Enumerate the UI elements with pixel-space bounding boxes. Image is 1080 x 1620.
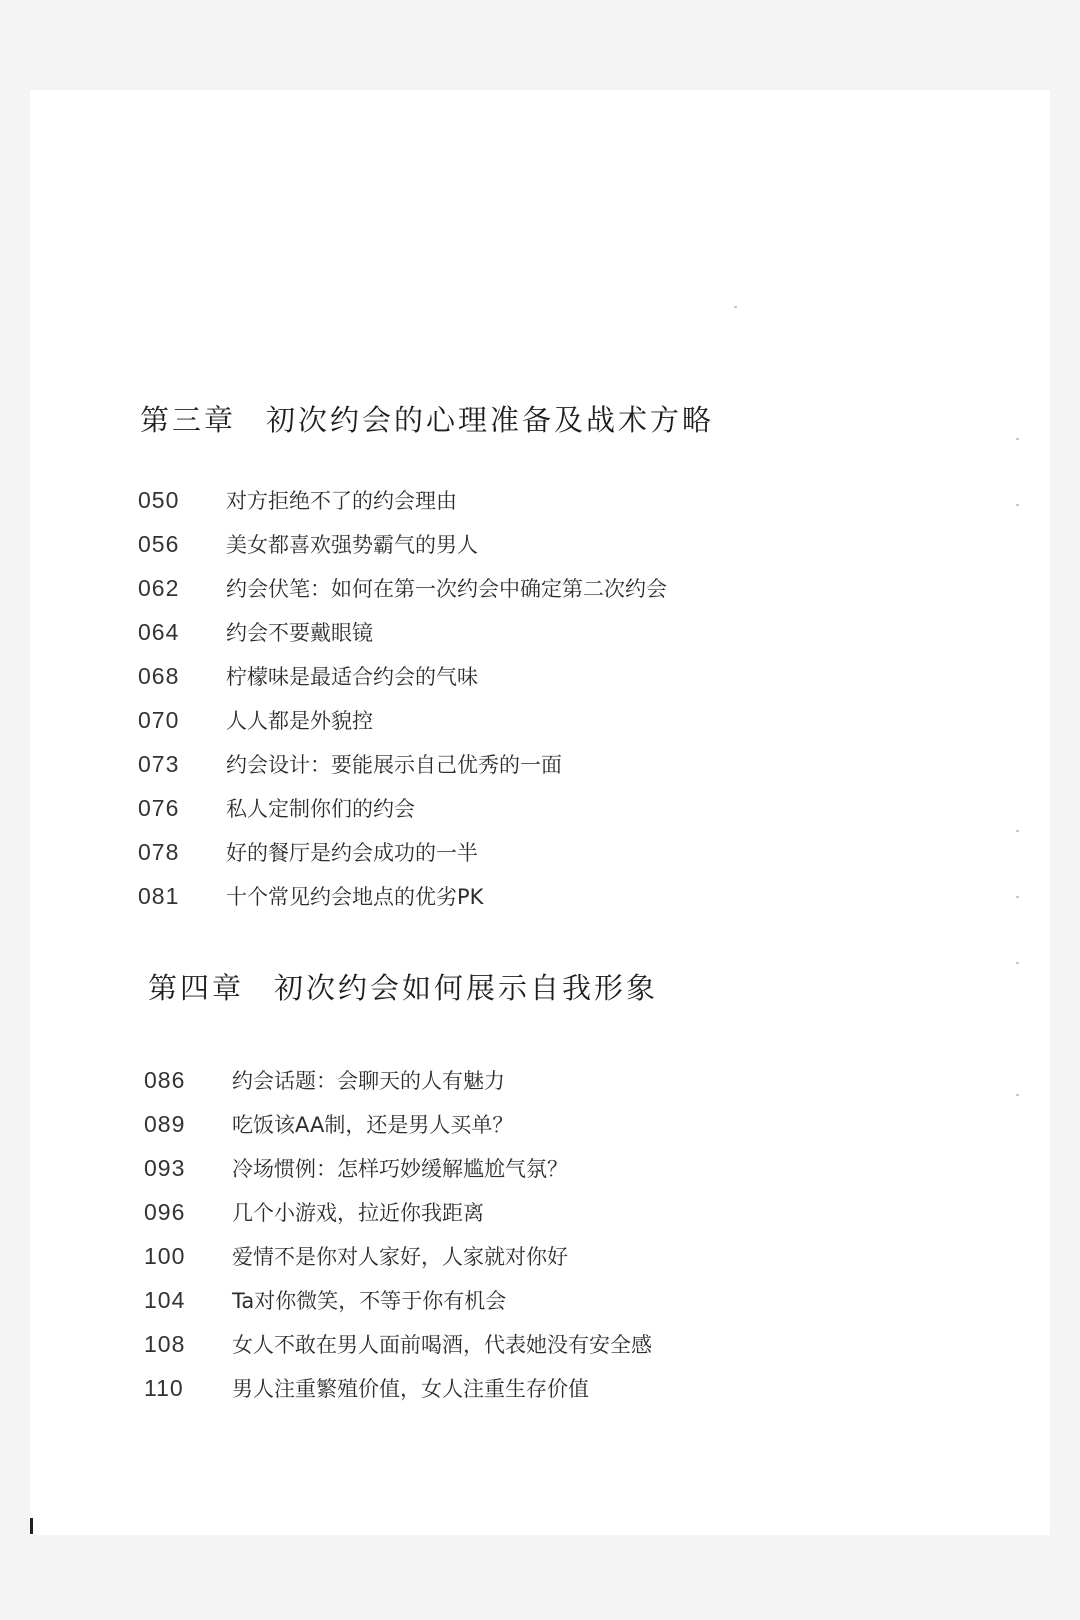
scan-mark — [30, 1518, 33, 1534]
toc-entry[interactable] — [0, 478, 1080, 522]
toc-entry[interactable] — [0, 1322, 1080, 1366]
toc-entry-title: 冷场惯例：怎样巧妙缓解尴尬气氛？ — [232, 1157, 568, 1181]
toc-entry[interactable] — [0, 1234, 1080, 1278]
toc-entry-title: 对方拒绝不了的约会理由 — [226, 489, 457, 513]
edge-dot — [1016, 830, 1019, 832]
toc-entry-title: Ta对你微笑，不等于你有机会 — [232, 1289, 507, 1313]
toc-list — [0, 478, 1080, 918]
toc-page-number: 064 — [138, 619, 180, 645]
toc-entry[interactable] — [0, 874, 1080, 918]
toc-entry[interactable] — [0, 1146, 1080, 1190]
toc-entry-title: 十个常见约会地点的优劣PK — [226, 885, 484, 909]
toc-entry[interactable] — [0, 830, 1080, 874]
toc-entry[interactable] — [0, 698, 1080, 742]
toc-entry-title: 吃饭该AA制，还是男人买单？ — [232, 1113, 514, 1137]
toc-page-number: 076 — [138, 795, 180, 821]
toc-page-number: 068 — [138, 663, 180, 689]
toc-page-number: 104 — [144, 1287, 186, 1313]
toc-entry[interactable] — [0, 522, 1080, 566]
toc-page-number: 070 — [138, 707, 180, 733]
toc-page-number: 110 — [144, 1375, 184, 1401]
toc-page-number: 056 — [138, 531, 180, 557]
edge-dot — [1016, 1094, 1019, 1096]
toc-entry[interactable] — [0, 654, 1080, 698]
toc-list — [0, 1058, 1080, 1410]
toc-entry[interactable] — [0, 566, 1080, 610]
toc-entry[interactable] — [0, 1366, 1080, 1410]
toc-entry-title: 男人注重繁殖价值，女人注重生存价值 — [232, 1377, 589, 1401]
toc-entry-title: 约会不要戴眼镜 — [226, 621, 373, 645]
toc-entry-title: 女人不敢在男人面前喝酒，代表她没有安全感 — [232, 1333, 652, 1357]
chapter-section — [0, 968, 1080, 1410]
chapter-label: 第三章 — [140, 403, 237, 437]
toc-page-number: 108 — [144, 1331, 186, 1357]
toc-entry[interactable] — [0, 742, 1080, 786]
edge-dot — [1016, 962, 1019, 964]
toc-page-number: 081 — [138, 883, 180, 909]
toc-entry-title: 美女都喜欢强势霸气的男人 — [226, 533, 478, 557]
toc-entry-title: 爱情不是你对人家好，人家就对你好 — [232, 1245, 568, 1269]
toc-entry-title: 人人都是外貌控 — [226, 709, 373, 733]
toc-page-number: 050 — [138, 487, 180, 513]
toc-entry[interactable] — [0, 1058, 1080, 1102]
toc-entry-title: 私人定制你们的约会 — [226, 797, 415, 821]
chapter-section — [0, 400, 1080, 918]
toc-entry-title: 约会伏笔：如何在第一次约会中确定第二次约会 — [226, 577, 667, 601]
toc-page-number: 096 — [144, 1199, 186, 1225]
toc-entry-title: 约会设计：要能展示自己优秀的一面 — [226, 753, 562, 777]
edge-dot — [1016, 504, 1019, 506]
toc-entry-title: 几个小游戏，拉近你我距离 — [232, 1201, 484, 1225]
toc-entry[interactable] — [0, 786, 1080, 830]
toc-page-number: 100 — [144, 1243, 186, 1269]
toc-entry-title: 柠檬味是最适合约会的气味 — [226, 665, 478, 689]
toc-entry[interactable] — [0, 1102, 1080, 1146]
toc-page-number: 093 — [144, 1155, 186, 1181]
toc-page-number: 086 — [144, 1067, 186, 1093]
toc-page-number: 062 — [138, 575, 180, 601]
chapter-title: 初次约会的心理准备及战术方略 — [266, 403, 715, 437]
toc-entry[interactable] — [0, 1278, 1080, 1322]
chapter-heading — [148, 968, 1080, 1008]
toc-page-number: 073 — [138, 751, 180, 777]
chapter-label: 第四章 — [148, 971, 245, 1005]
toc-entry-title: 好的餐厅是约会成功的一半 — [226, 841, 478, 865]
chapter-title: 初次约会如何展示自我形象 — [274, 971, 659, 1005]
toc-entry-title: 约会话题：会聊天的人有魅力 — [232, 1069, 505, 1093]
edge-dot — [1016, 896, 1019, 898]
chapter-heading — [140, 400, 1080, 440]
edge-dot — [1016, 438, 1019, 440]
toc-entry[interactable] — [0, 1190, 1080, 1234]
edge-dot — [734, 306, 737, 308]
toc-page-number: 089 — [144, 1111, 186, 1137]
toc-entry[interactable] — [0, 610, 1080, 654]
toc-page-number: 078 — [138, 839, 180, 865]
